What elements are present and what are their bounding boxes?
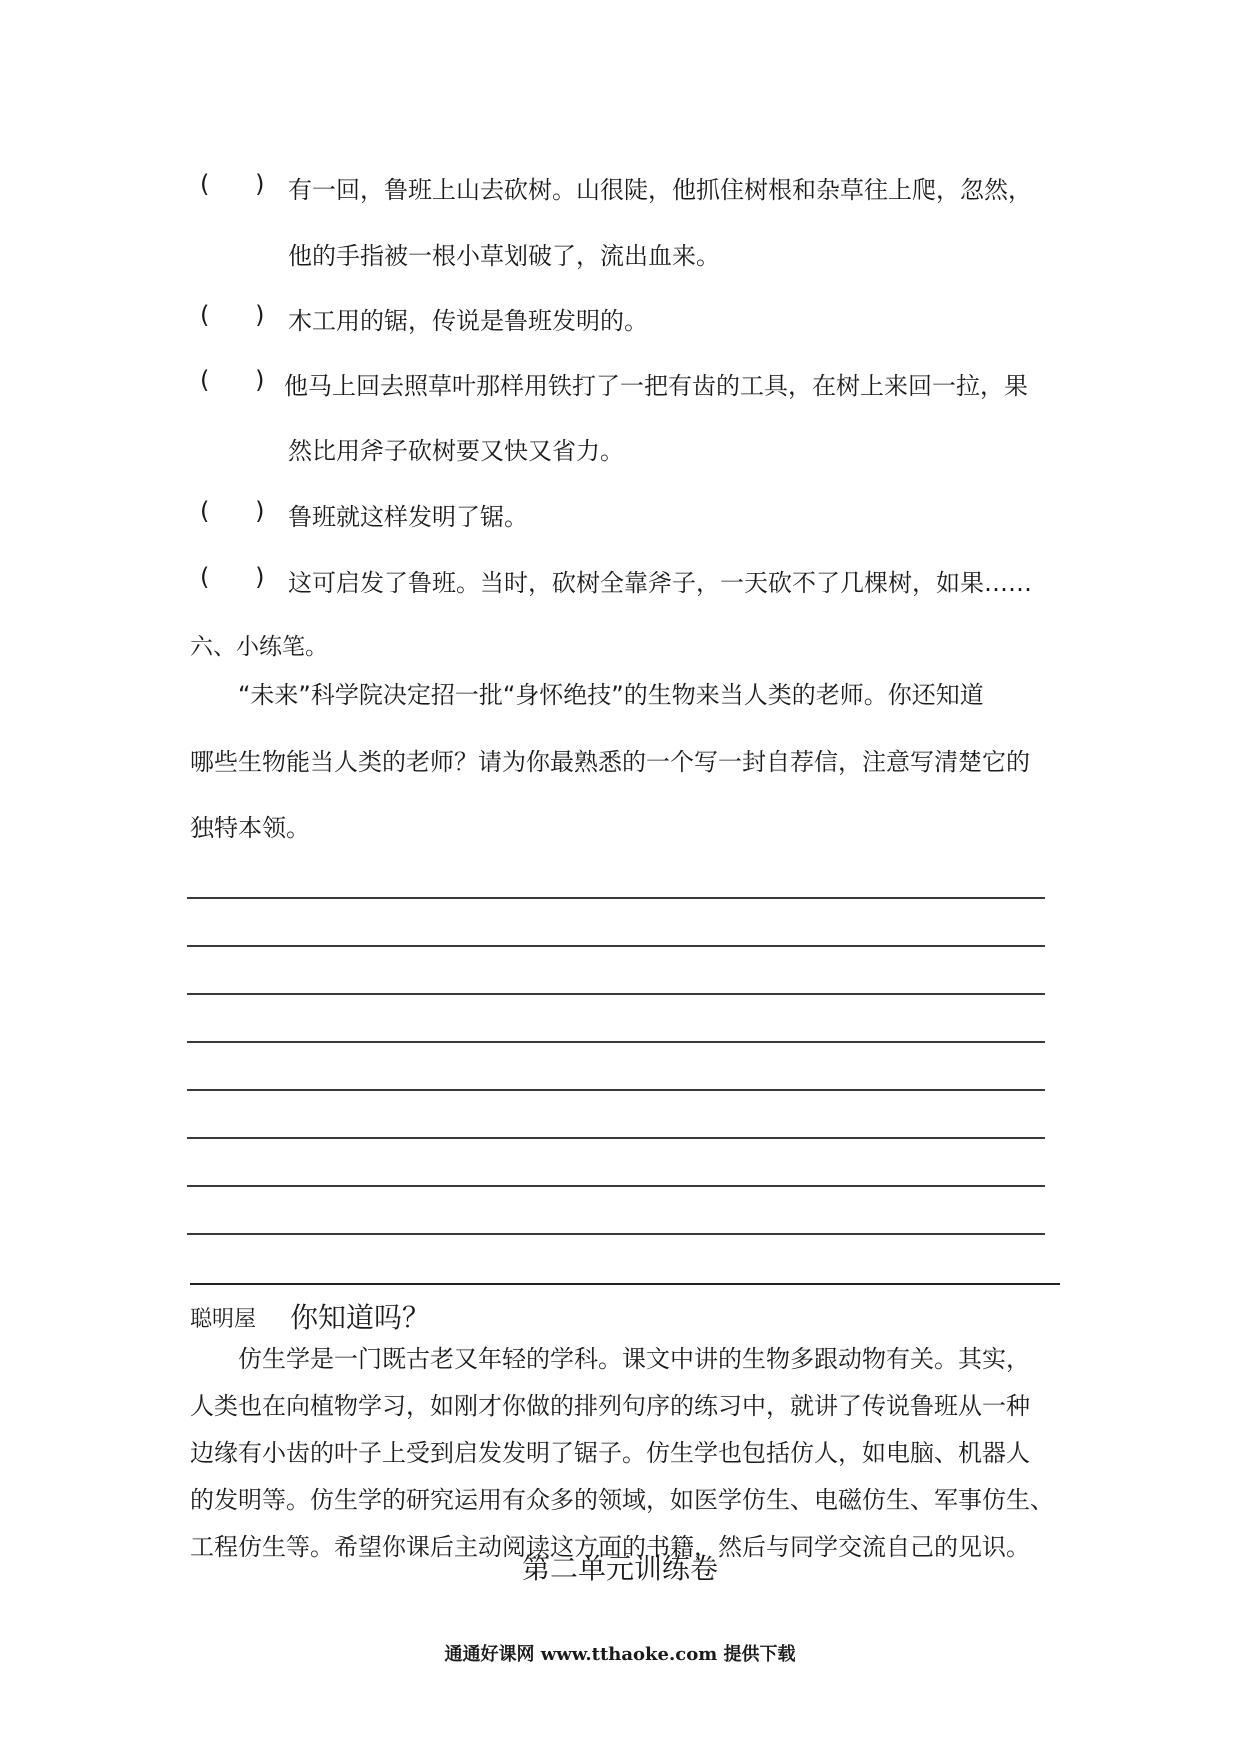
prompt-text: 哪些生物能当人类的老师？请为你最熟悉的一个写一封自荐信，注意写清楚它的 xyxy=(190,748,1030,776)
writing-line[interactable] xyxy=(187,945,1045,947)
writing-line[interactable] xyxy=(187,1137,1045,1139)
ordering-item-text: 鲁班就这样发明了锯。 xyxy=(288,503,528,531)
writing-line[interactable] xyxy=(187,1089,1045,1091)
writing-line[interactable] xyxy=(187,1233,1045,1235)
answer-blank[interactable]: ( ) xyxy=(200,497,265,525)
reading-text: 仿生学是一门既古老又年轻的学科。课文中讲的生物多跟动物有关。其实， xyxy=(190,1345,1030,1373)
ordering-item-text-cont: 然比用斧子砍树要又快又省力。 xyxy=(288,437,624,465)
footer-credit: 通通好课网 www.tthaoke.com 提供下载 xyxy=(444,1644,796,1665)
reading-text: 人类也在向植物学习，如刚才你做的排列句序的练习中，就讲了传说鲁班从一种 xyxy=(190,1392,1030,1420)
reading-text: 的发明等。仿生学的研究运用有众多的领域，如医学仿生、电磁仿生、军事仿生、 xyxy=(190,1486,1054,1514)
box-label: 聪明屋 xyxy=(190,1307,257,1332)
prompt-text: “未来”科学院决定招一批“身怀绝技”的生物来当人类的老师。你还知道 xyxy=(190,681,984,709)
answer-blank[interactable]: ( ) xyxy=(200,366,265,394)
writing-line[interactable] xyxy=(187,993,1045,995)
prompt-text: 独特本领。 xyxy=(190,814,310,842)
answer-blank[interactable]: ( ) xyxy=(200,563,265,591)
answer-blank[interactable]: ( ) xyxy=(200,170,265,198)
ordering-item-text: 木工用的锯，传说是鲁班发明的。 xyxy=(288,307,648,335)
unit-title: 第二单元训练卷 xyxy=(521,1552,718,1585)
ordering-item-text: 有一回，鲁班上山去砍树。山很陡，他抓住树根和杂草往上爬，忽然， xyxy=(288,176,1032,204)
reading-text: 工程仿生等。希望你课后主动阅读这方面的书籍，然后与同学交流自己的见识。 xyxy=(190,1533,1030,1561)
section-title: 六、小练笔。 xyxy=(190,634,328,660)
ordering-item-text: 他马上回去照草叶那样用铁打了一把有齿的工具，在树上来回一拉，果 xyxy=(284,372,1028,400)
answer-blank[interactable]: ( ) xyxy=(200,301,265,329)
writing-line[interactable] xyxy=(187,897,1045,899)
writing-line[interactable] xyxy=(187,1041,1045,1043)
writing-line[interactable] xyxy=(187,1185,1045,1187)
ordering-item-text: 这可启发了鲁班。当时，砍树全靠斧子，一天砍不了几棵树，如果…… xyxy=(288,569,1032,597)
box-heading: 你知道吗？ xyxy=(290,1301,431,1334)
ordering-item-text-cont: 他的手指被一根小草划破了，流出血来。 xyxy=(288,242,720,270)
reading-text: 边缘有小齿的叶子上受到启发发明了锯子。仿生学也包括仿人，如电脑、机器人 xyxy=(190,1439,1030,1467)
section-divider xyxy=(190,1283,1060,1285)
